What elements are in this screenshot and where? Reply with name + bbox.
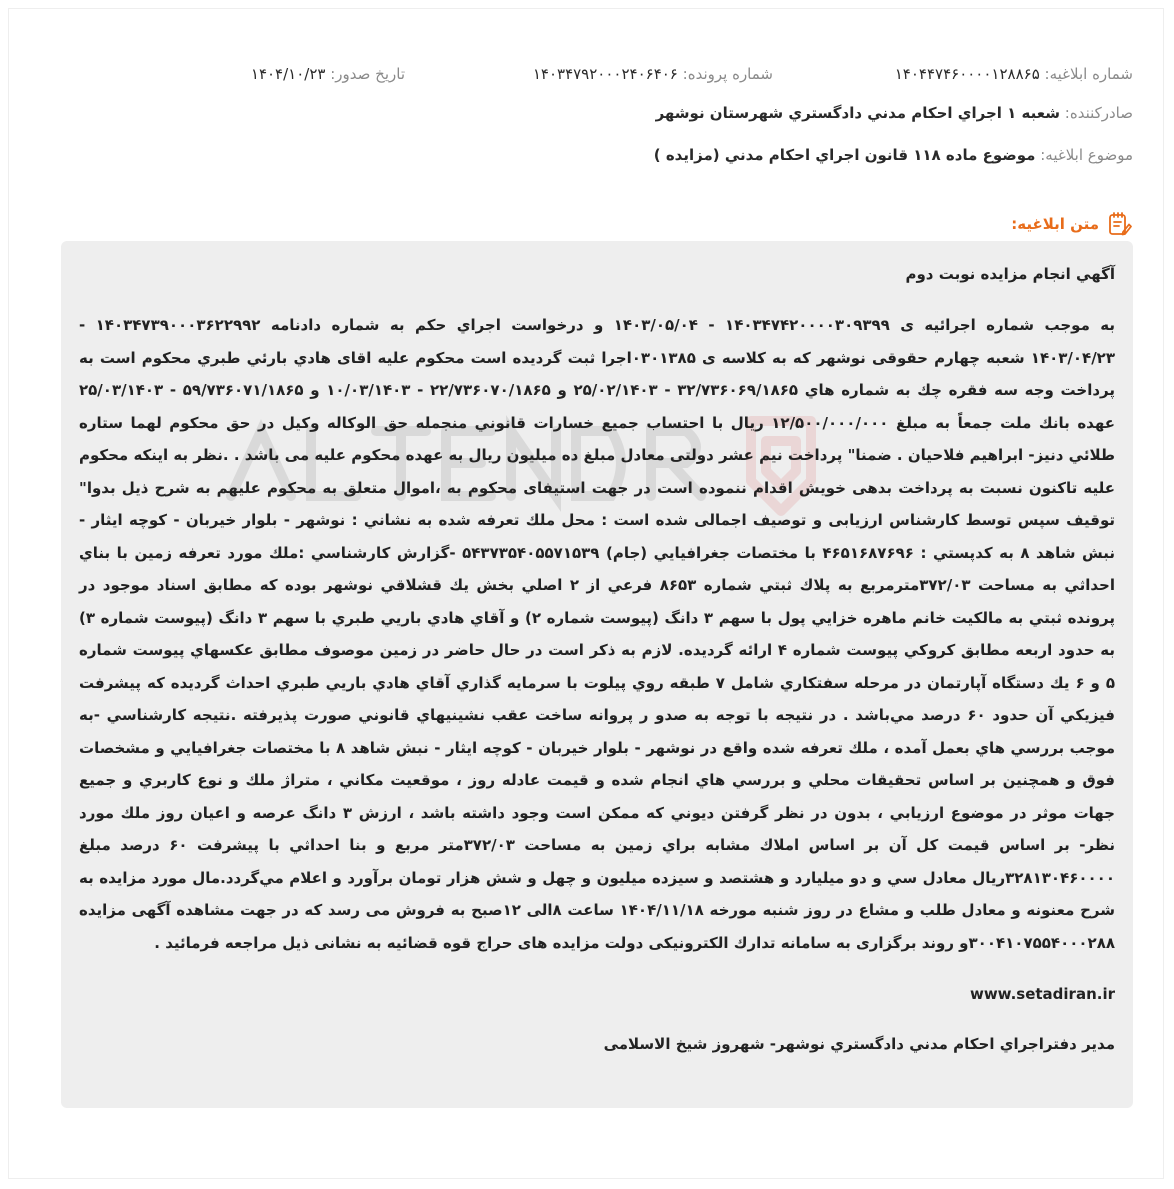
subject-label: موضوع ابلاغيه:: [1040, 146, 1133, 164]
document-edit-icon: [1107, 211, 1133, 237]
notice-number-value: ۱۴۰۴۴۷۴۶۰۰۰۰۱۲۸۸۶۵: [894, 65, 1040, 83]
issuer-line: [39, 100, 1133, 126]
issuer-value: شعبه ۱ اجراي احكام مدني دادگستري شهرستان نوشهر: [655, 104, 1060, 122]
subject-value: موضوع ماده ۱۱۸ قانون اجراي احكام مدني (مزايده ): [653, 146, 1036, 164]
notice-number-label: شماره ابلاغيه:: [1044, 65, 1133, 83]
subject-line: [39, 142, 1133, 168]
website-link[interactable]: www.setadiran.ir: [969, 985, 1115, 1003]
case-number-label: شماره پرونده:: [682, 65, 773, 83]
section-title: متن ابلاغيه:: [1011, 215, 1099, 233]
notice-number-field: [895, 61, 1133, 87]
ad-body-text: به موجب شماره اجرائيه ی ۱۴۰۳۴۷۴۲۰۰۰۰۳۰۹۳۹۹ - ۱۴۰۳/۰۵/۰۴ و درخواست اجراي حكم به شماره دادنامه ۱۴۰۳۴۷۳۹۰۰۰۳۶۲۲۹۹۲ - ۱۴۰۳/۰۴/۲۳ شعبه چهارم حقوقی نوشهر كه به كلاسه ی ۰۳۰۱۳۸۵اجرا ثبت گردیده است محكوم عليه اقای هادي بارئي طبري محكوم است به پرداخت وجه سه فقره چك به شماره هاي ۳۲/۷۳۶۰۶۹/۱۸۶۵ - ۲۵/۰۲/۱۴۰۳ و ۲۲/۷۳۶۰۷۰/۱۸۶۵ - ۱۰/۰۳/۱۴۰۳ و ۵۹/۷۳۶۰۷۱/۱۸۶۵ - ۲۵/۰۳/۱۴۰۳ عهده بانك ملت جمعاً به مبلغ ۱۲/۵۰۰/۰۰۰/۰۰۰ ريال با احتساب جميع خسارات قانوني منجمله حق الوكاله وكيل در حق محكوم لهما ستاره طلائي دنيز- ابراهيم فلاحيان . ضمنا" پرداخت نيم عشر دولتی معادل مبلغ ده ميليون ريال به عهده محكوم عليه می باشد . .نظر به اينكه محكوم عليه تاكنون نسبت به پرداخت بدهی خويش اقدام ننموده است در جهت استيفای محكوم به ،اموال متعلق به محكوم عليهم به شرح ذيل بدوا" توقيف سپس توسط كارشناس ارزيابی و توصيف اجمالی شده است : محل ملك تعرفه شده به نشاني : نوشهر - بلوار خيربان - كوچه ايثار - نبش شاهد ۸ به كدپستي : ۴۶۵۱۶۸۷۶۹۶ با مختصات جغرافيايي (جام) ۵۴۳۷۳۵۴۰۵۵۷۱۵۳۹ -گزارش كارشناسي :ملك مورد تعرفه زمين با بناي احداثي به مساحت ۳۷۲/۰۳مترمربع به پلاك ثبتي شماره ۸۶۵۳ فرعي از ۲ اصلي بخش يك قشلاقي نوشهر بوده كه مطابق اسناد موجود در پرونده ثبتي به مالكيت خانم ماهره خزايي پول با سهم ۳ دانگ (پيوست شماره ۲) و آقاي هادي باريي طبري با سهم ۳ دانگ (پيوست شماره ۳) به حدود اربعه مطابق كروكي پيوست شماره ۴ ارائه گرديده. لازم به ذكر است در حال حاضر در زمين موصوف مطابق عكسهاي پيوست شماره ۵ و ۶ يك دستگاه آپارتمان در مرحله سفتكاري شامل ۷ طبقه روي پيلوت با سرمايه گذاري آقاي هادي باريي طبري احداث گرديده كه پيشرفت فيزيكي آن حدود ۶۰ درصد مي‌باشد . در نتيجه با توجه به صدو ر پروانه ساخت عقب نشينيهاي قانوني صورت پذيرفته .نتيجه كارشناسي -به موجب بررسي هاي بعمل آمده ، ملك تعرفه شده واقع در نوشهر - بلوار خيربان - كوچه ايثار - نبش شاهد ۸ با مختصات جغرافيايي و مشخصات فوق و همچنين بر اساس تحقيقات محلي و بررسي هاي انجام شده و قيمت عادله روز ، موقعيت مكاني ، متراژ ملك و نوع كاربري و جميع جهات موثر در موضوع ارزيابي ، بدون در نظر گرفتن ديوني كه ممكن است وجود داشته باشد ، ارزش ۳ دانگ عرصه و اعيان روز ملك مورد نظر- بر اساس قيمت كل آن بر اساس املاك مشابه براي زمين به مساحت ۳۷۲/۰۳متر مربع و بنا احداثي با پيشرفت ۶۰ درصد مبلغ ۳۲۸۱۳۰۴۶۰۰۰۰ريال معادل سي و دو ميليارد و هشتصد و سيزده ميليون و چهل و شش هزار تومان برآورد و اعلام مي‌گردد.مال مورد مزايده به شرح معنونه و معادل طلب و مشاع در روز شنبه مورخه ۱۴۰۴/۱۱/۱۸ ساعت ۸الی ۱۲صبح به فروش می رسد كه در جهت مشاهده آگهی مزايده ۳۰۰۴۱۰۷۵۵۴۰۰۰۲۸۸و روند برگزاری به سامانه تدارك الكترونيكی دولت مزايده های حراج قوه قضائيه به نشانی ذيل مراجعه فرمائيد .: [79, 316, 1116, 952]
case-number-value: ۱۴۰۳۴۷۹۲۰۰۰۲۴۰۶۴۰۶: [532, 65, 678, 83]
issuer-label: صادرکننده:: [1064, 104, 1133, 122]
signature-line: مدير دفتراجراي احكام مدني دادگستري نوشهر- شهروز شيخ الاسلامی: [603, 1035, 1115, 1053]
ad-title: آگهي انجام مزايده نوبت دوم: [905, 265, 1115, 283]
notice-text-panel: [61, 241, 1133, 1108]
case-number-field: [533, 61, 773, 87]
notice-meta-row: [39, 61, 1133, 87]
notice-page: [8, 8, 1164, 1179]
issue-date-value: ۱۴۰۴/۱۰/۲۳: [250, 65, 326, 83]
issue-date-field: [251, 61, 405, 87]
issue-date-label: تاريخ صدور:: [330, 65, 405, 83]
notice-text-heading: [1011, 209, 1133, 239]
